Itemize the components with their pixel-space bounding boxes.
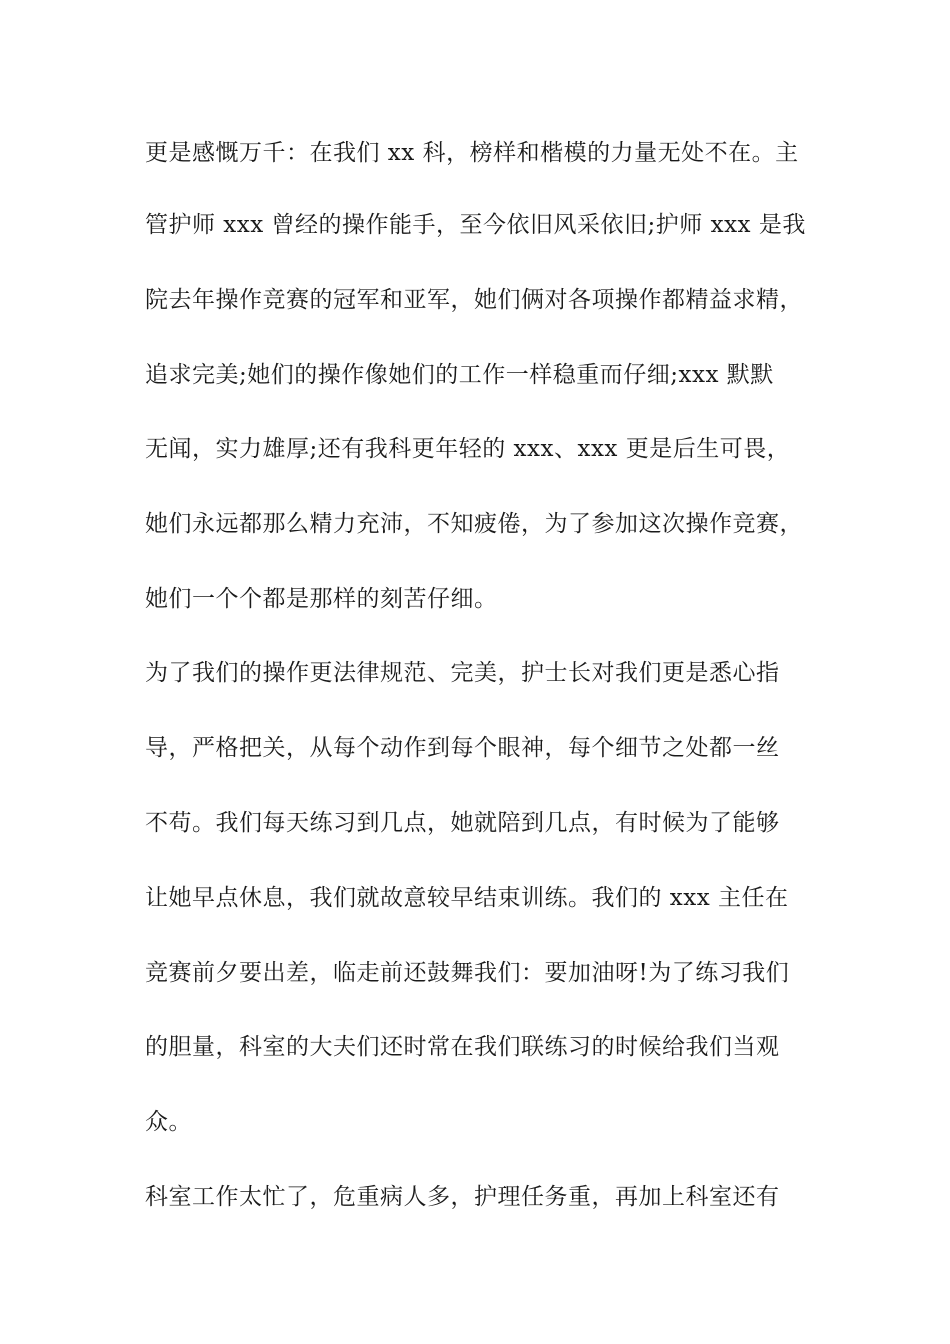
text-line-12: 竞赛前夕要出差，临走前还鼓舞我们：要加油呀!为了练习我们	[145, 960, 790, 986]
text-line-4: 追求完美;她们的操作像她们的工作一样稳重而仔细;xxx 默默	[145, 362, 774, 388]
text-line-6: 她们永远都那么精力充沛，不知疲倦，为了参加这次操作竞赛，	[145, 511, 803, 537]
text-line-13: 的胆量，科室的大夫们还时常在我们联练习的时候给我们当观	[145, 1034, 780, 1060]
text-line-5: 无闻，实力雄厚;还有我科更年轻的 xxx、xxx 更是后生可畏，	[145, 436, 791, 462]
text-line-7: 她们一个个都是那样的刻苦仔细。	[145, 586, 498, 612]
text-line-1: 更是感慨万千：在我们 xx 科，榜样和楷模的力量无处不在。主	[145, 140, 799, 166]
text-line-15: 科室工作太忙了，危重病人多，护理任务重，再加上科室还有	[145, 1184, 780, 1210]
text-line-10: 不苟。我们每天练习到几点，她就陪到几点，有时候为了能够	[145, 810, 780, 836]
text-line-14: 众。	[145, 1109, 192, 1135]
text-line-2: 管护师 xxx 曾经的操作能手，至今依旧风采依旧;护师 xxx 是我	[145, 212, 806, 238]
text-line-3: 院去年操作竞赛的冠军和亚军，她们俩对各项操作都精益求精，	[145, 287, 803, 313]
text-line-8: 为了我们的操作更法律规范、完美，护士长对我们更是悉心指	[145, 660, 780, 686]
text-line-11: 让她早点休息，我们就故意较早结束训练。我们的 xxx 主任在	[145, 885, 789, 911]
text-line-9: 导，严格把关，从每个动作到每个眼神，每个细节之处都一丝	[145, 735, 780, 761]
